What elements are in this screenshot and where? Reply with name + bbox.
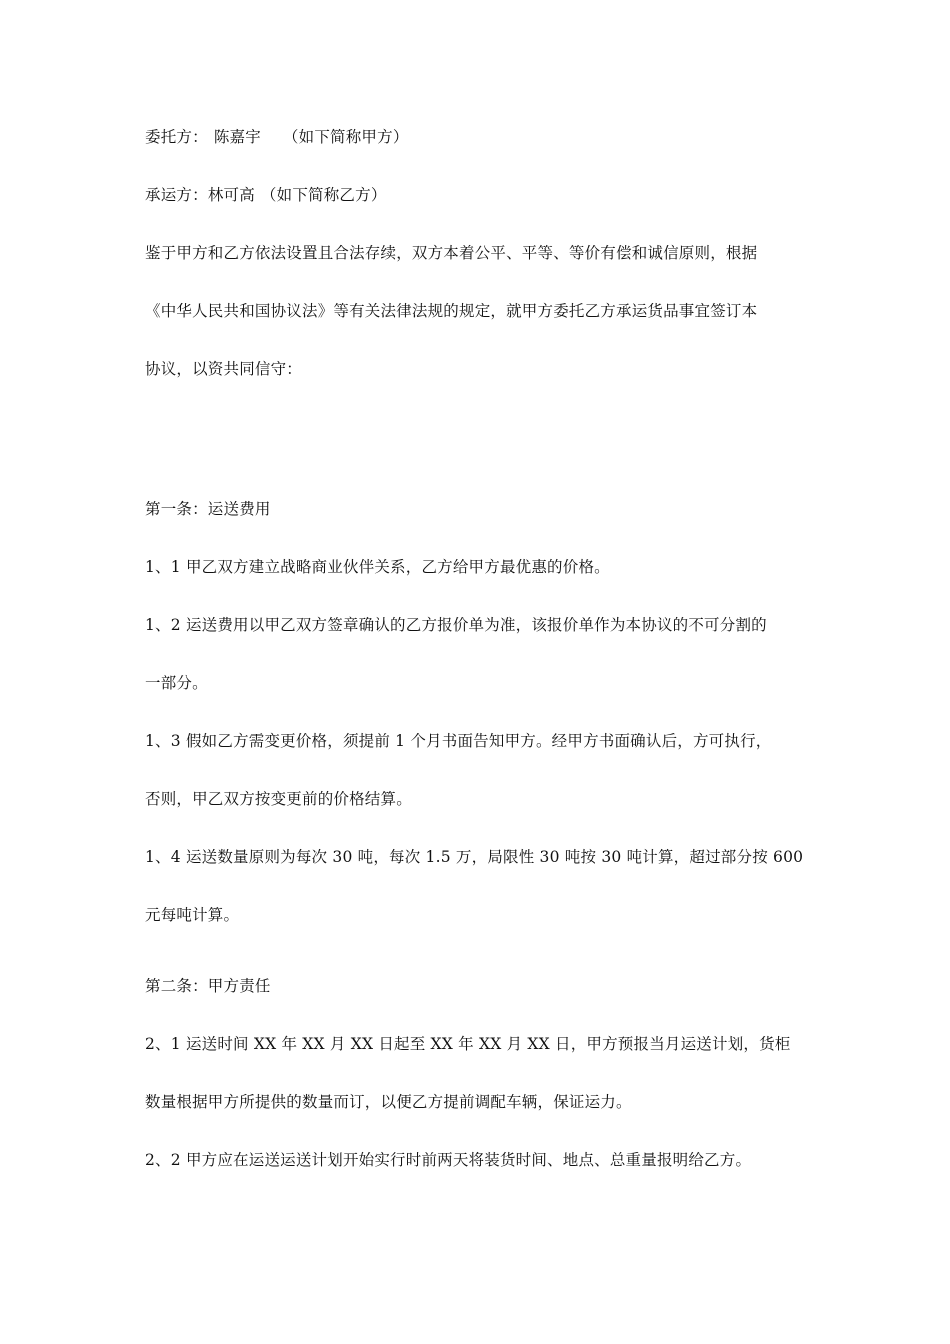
intro-line: 鉴于甲方和乙方依法设置且合法存续，双方本着公平、平等、等价有偿和诚信原则，根据 xyxy=(145,244,758,262)
intro-line: 协议，以资共同信守： xyxy=(145,360,303,378)
article1-line: 1、1 甲乙双方建立战略商业伙伴关系，乙方给甲方最优惠的价格。 xyxy=(145,558,610,576)
article1-title: 第一条：运送费用 xyxy=(145,500,271,518)
article1-line: 1、3 假如乙方需变更价格，须提前 1 个月书面告知甲方。经甲方书面确认后，方可执行， xyxy=(145,732,772,750)
client-line xyxy=(145,127,815,147)
client-label: 委托方： xyxy=(145,128,208,146)
carrier-line xyxy=(145,185,815,205)
article2-title: 第二条：甲方责任 xyxy=(145,977,271,995)
article2-line: 数量根据甲方所提供的数量而订，以便乙方提前调配车辆，保证运力。 xyxy=(145,1093,632,1111)
intro-line: 《中华人民共和国协议法》等有关法律法规的规定，就甲方委托乙方承运货品事宜签订本 xyxy=(145,302,758,320)
carrier-note: （如下简称乙方） xyxy=(260,186,387,204)
article1-line: 1、4 运送数量原则为每次 30 吨，每次 1.5 万，局限性 30 吨按 30 吨计算，超过部分按 600 xyxy=(145,848,804,866)
article1-line: 一部分。 xyxy=(145,674,208,692)
article1-line: 元每吨计算。 xyxy=(145,906,240,924)
article2-line: 2、1 运送时间 XX 年 XX 月 XX 日起至 XX 年 XX 月 XX 日，甲方预报当月运送计划，货柜 xyxy=(145,1035,791,1053)
carrier-name: 林可高 xyxy=(207,186,255,204)
article1-line: 否则，甲乙双方按变更前的价格结算。 xyxy=(145,790,412,808)
carrier-label: 承运方： xyxy=(145,186,208,204)
article2-line: 2、2 甲方应在运送运送计划开始实行时前两天将装货时间、地点、总重量报明给乙方。 xyxy=(145,1151,752,1169)
article1-line: 1、2 运送费用以甲乙双方签章确认的乙方报价单为准，该报价单作为本协议的不可分割的 xyxy=(145,616,767,634)
client-note: （如下简称甲方） xyxy=(282,128,409,146)
client-name: 陈嘉宇 xyxy=(213,128,261,146)
